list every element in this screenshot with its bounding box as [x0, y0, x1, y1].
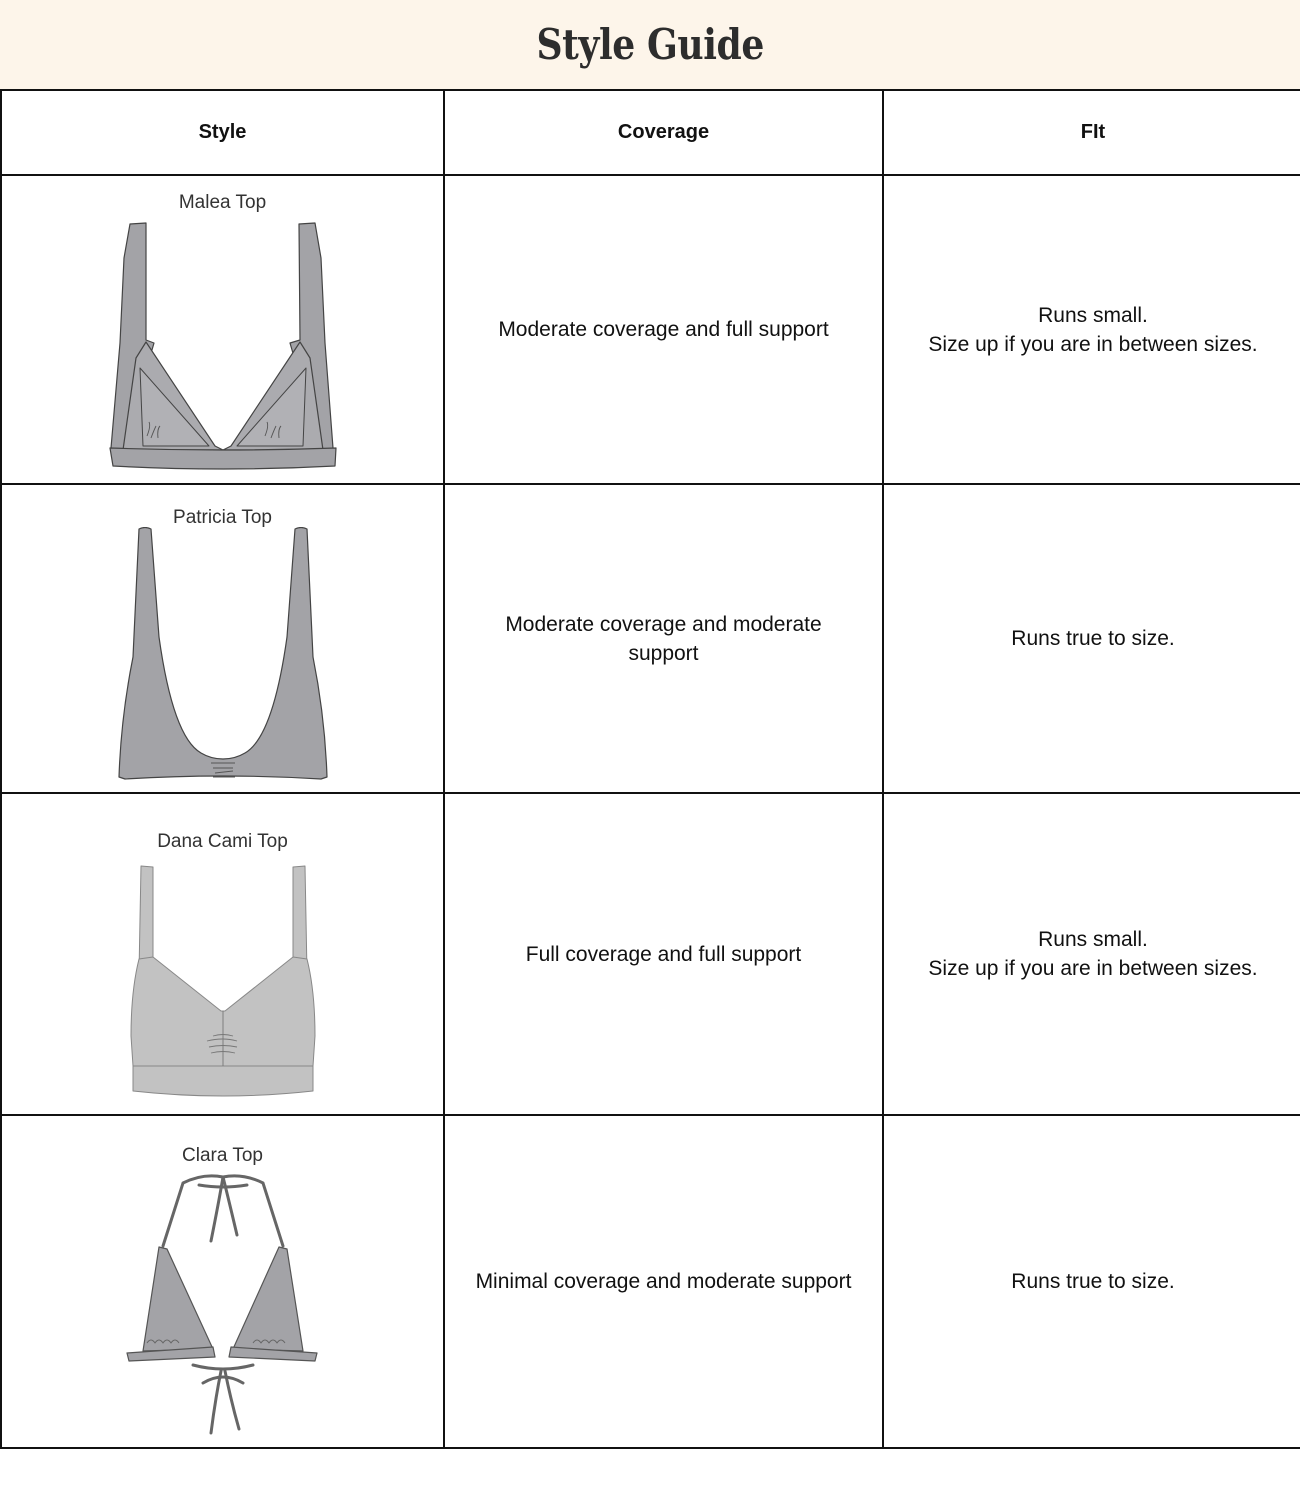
header-banner: [0, 0, 1300, 89]
fit-text: Runs true to size.: [1011, 1270, 1175, 1293]
header-style: Style: [1, 90, 444, 175]
table-row: [1, 1115, 1300, 1448]
header-fit: FIt: [883, 90, 1300, 175]
style-cell: [1, 793, 444, 1115]
clara-top-illustration-icon: [103, 1171, 343, 1437]
coverage-cell: [444, 793, 883, 1115]
coverage-text: Full coverage and full support: [525, 942, 802, 966]
coverage-cell: [444, 484, 883, 793]
fit-text: Runs true to size.: [1011, 627, 1175, 650]
fit-cell: [883, 793, 1300, 1115]
style-cell: [1, 175, 444, 484]
fit-text: Runs small.: [1038, 928, 1148, 951]
header-coverage: Coverage: [444, 90, 883, 175]
fit-cell: [883, 175, 1300, 484]
table-row: [1, 793, 1300, 1115]
patricia-top-illustration-icon: [103, 527, 343, 787]
fit-text: Runs small.: [1038, 303, 1148, 327]
coverage-text: Minimal coverage and moderate support: [475, 1270, 852, 1293]
table-row: [1, 175, 1300, 484]
style-name: Malea Top: [178, 191, 267, 213]
style-cell: [1, 484, 444, 793]
coverage-text: Moderate coverage and moderate support: [505, 612, 822, 665]
fit-note: Size up if you are in between sizes.: [928, 332, 1258, 356]
style-name: Clara Top: [182, 1144, 263, 1166]
table-header-row: [1, 90, 1300, 175]
style-name: Patricia Top: [173, 506, 272, 528]
dana-cami-top-illustration-icon: [103, 861, 343, 1101]
table-row: [1, 484, 1300, 793]
coverage-cell: [444, 175, 883, 484]
coverage-cell: [444, 1115, 883, 1448]
malea-top-illustration-icon: [103, 218, 343, 478]
fit-note: Size up if you are in between sizes.: [928, 957, 1258, 980]
fit-cell: [883, 1115, 1300, 1448]
style-cell: [1, 1115, 444, 1448]
fit-cell: [883, 484, 1300, 793]
style-guide-table: [0, 89, 1300, 1449]
page-title: Style Guide: [536, 20, 764, 69]
coverage-text: Moderate coverage and full support: [498, 318, 829, 341]
style-name: Dana Cami Top: [157, 830, 288, 852]
